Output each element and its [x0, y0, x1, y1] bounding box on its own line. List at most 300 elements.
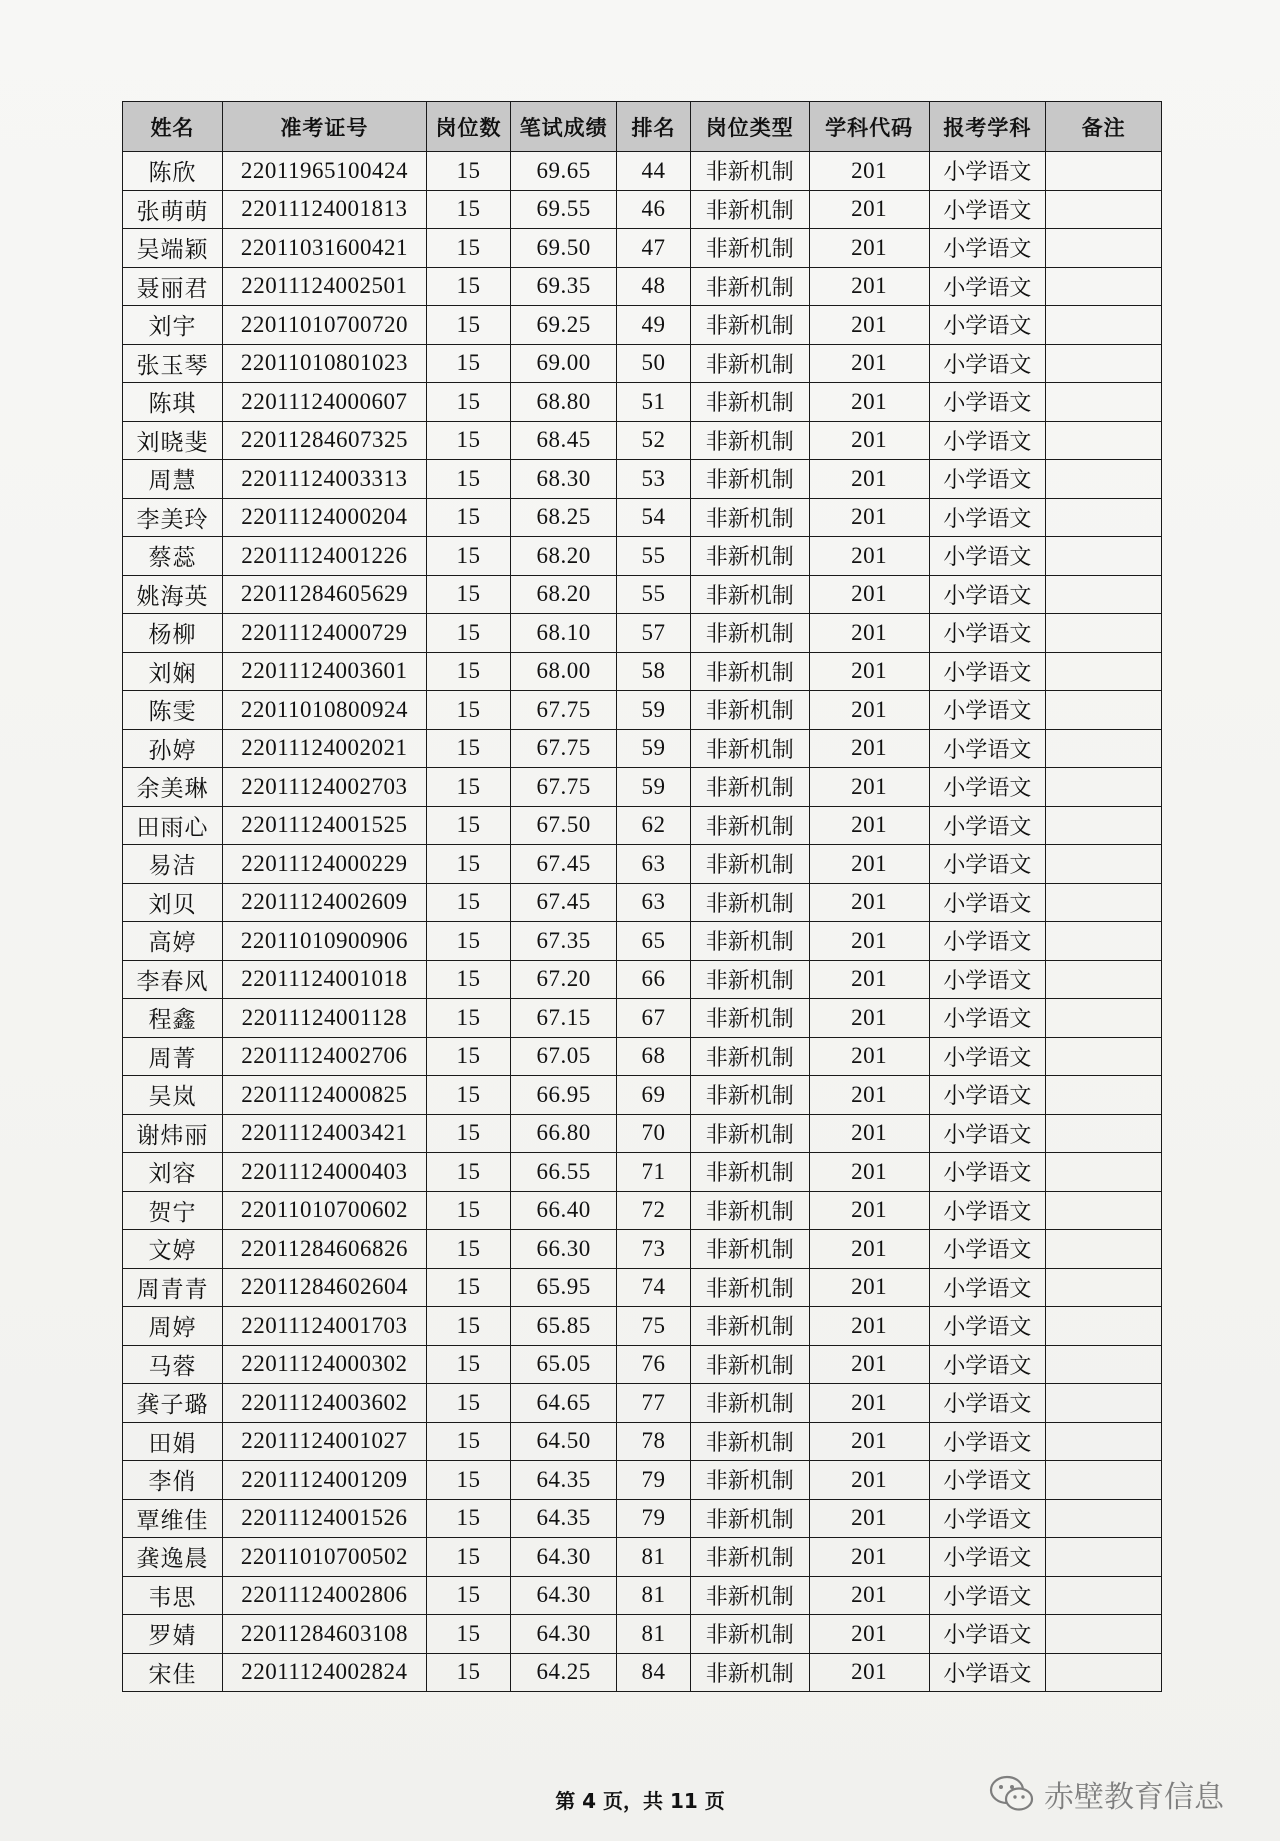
cell-score: 68.10	[511, 614, 617, 653]
cell-name: 孙婷	[123, 729, 223, 768]
cell-remarks	[1046, 960, 1162, 999]
cell-position-type: 非新机制	[690, 190, 809, 229]
cell-positions: 15	[426, 806, 510, 845]
table-row	[123, 1076, 1162, 1115]
header-positions: 岗位数	[426, 102, 510, 152]
cell-score: 68.45	[511, 421, 617, 460]
table-row	[123, 614, 1162, 653]
table-row	[123, 1268, 1162, 1307]
header-name: 姓名	[123, 102, 223, 152]
cell-remarks	[1046, 152, 1162, 191]
cell-subject-code: 201	[809, 652, 929, 691]
cell-subject-code: 201	[809, 383, 929, 422]
cell-score: 64.30	[511, 1538, 617, 1577]
cell-name: 周菁	[123, 1037, 223, 1076]
cell-rank: 62	[617, 806, 691, 845]
cell-score: 66.95	[511, 1076, 617, 1115]
cell-subject-code: 201	[809, 960, 929, 999]
cell-position-type: 非新机制	[690, 1230, 809, 1269]
cell-position-type: 非新机制	[690, 768, 809, 807]
cell-exam-id: 22011010900906	[222, 922, 426, 961]
cell-rank: 79	[617, 1499, 691, 1538]
cell-score: 66.55	[511, 1153, 617, 1192]
cell-rank: 59	[617, 768, 691, 807]
cell-exam-id: 22011124000302	[222, 1345, 426, 1384]
cell-remarks	[1046, 1615, 1162, 1654]
table-row	[123, 1307, 1162, 1346]
cell-subject-code: 201	[809, 152, 929, 191]
cell-subject: 小学语文	[929, 1114, 1046, 1153]
cell-name: 刘贝	[123, 883, 223, 922]
table-row	[123, 883, 1162, 922]
table-row	[123, 729, 1162, 768]
cell-name: 李俏	[123, 1461, 223, 1500]
cell-remarks	[1046, 1153, 1162, 1192]
cell-score: 64.65	[511, 1384, 617, 1423]
cell-name: 龚子璐	[123, 1384, 223, 1423]
cell-exam-id: 22011124001703	[222, 1307, 426, 1346]
cell-score: 68.80	[511, 383, 617, 422]
cell-positions: 15	[426, 421, 510, 460]
cell-subject: 小学语文	[929, 768, 1046, 807]
cell-rank: 72	[617, 1191, 691, 1230]
cell-positions: 15	[426, 1191, 510, 1230]
cell-remarks	[1046, 883, 1162, 922]
table-row	[123, 768, 1162, 807]
table-row	[123, 267, 1162, 306]
cell-exam-id: 22011124001128	[222, 999, 426, 1038]
cell-name: 吴端颖	[123, 229, 223, 268]
cell-remarks	[1046, 267, 1162, 306]
cell-rank: 54	[617, 498, 691, 537]
cell-rank: 73	[617, 1230, 691, 1269]
cell-subject-code: 201	[809, 1307, 929, 1346]
cell-name: 刘容	[123, 1153, 223, 1192]
cell-rank: 81	[617, 1538, 691, 1577]
cell-subject-code: 201	[809, 1615, 929, 1654]
table-row	[123, 999, 1162, 1038]
table-row	[123, 1384, 1162, 1423]
cell-remarks	[1046, 344, 1162, 383]
cell-positions: 15	[426, 383, 510, 422]
cell-subject-code: 201	[809, 1191, 929, 1230]
cell-exam-id: 22011284607325	[222, 421, 426, 460]
cell-remarks	[1046, 1307, 1162, 1346]
cell-name: 刘娴	[123, 652, 223, 691]
score-table	[122, 101, 1162, 1692]
cell-subject: 小学语文	[929, 306, 1046, 345]
cell-name: 覃维佳	[123, 1499, 223, 1538]
cell-position-type: 非新机制	[690, 1268, 809, 1307]
cell-positions: 15	[426, 1307, 510, 1346]
cell-subject-code: 201	[809, 691, 929, 730]
cell-exam-id: 22011010700720	[222, 306, 426, 345]
cell-rank: 52	[617, 421, 691, 460]
cell-rank: 77	[617, 1384, 691, 1423]
cell-rank: 51	[617, 383, 691, 422]
cell-positions: 15	[426, 1230, 510, 1269]
cell-position-type: 非新机制	[690, 729, 809, 768]
table-row	[123, 1653, 1162, 1692]
cell-position-type: 非新机制	[690, 152, 809, 191]
cell-name: 蔡蕊	[123, 537, 223, 576]
cell-position-type: 非新机制	[690, 229, 809, 268]
cell-name: 田雨心	[123, 806, 223, 845]
cell-positions: 15	[426, 1384, 510, 1423]
cell-subject: 小学语文	[929, 1037, 1046, 1076]
cell-positions: 15	[426, 152, 510, 191]
cell-exam-id: 22011124001027	[222, 1422, 426, 1461]
cell-subject: 小学语文	[929, 1153, 1046, 1192]
cell-subject: 小学语文	[929, 1499, 1046, 1538]
cell-positions: 15	[426, 960, 510, 999]
cell-exam-id: 22011010700602	[222, 1191, 426, 1230]
table-row	[123, 1538, 1162, 1577]
cell-subject-code: 201	[809, 614, 929, 653]
cell-remarks	[1046, 1461, 1162, 1500]
cell-subject: 小学语文	[929, 1345, 1046, 1384]
cell-remarks	[1046, 614, 1162, 653]
cell-exam-id: 22011124002703	[222, 768, 426, 807]
cell-positions: 15	[426, 729, 510, 768]
cell-score: 67.05	[511, 1037, 617, 1076]
cell-remarks	[1046, 1345, 1162, 1384]
cell-position-type: 非新机制	[690, 460, 809, 499]
cell-positions: 15	[426, 1114, 510, 1153]
cell-name: 李美玲	[123, 498, 223, 537]
cell-position-type: 非新机制	[690, 306, 809, 345]
cell-position-type: 非新机制	[690, 1538, 809, 1577]
cell-score: 68.20	[511, 537, 617, 576]
cell-subject-code: 201	[809, 1345, 929, 1384]
cell-subject-code: 201	[809, 1422, 929, 1461]
table-row	[123, 537, 1162, 576]
cell-rank: 55	[617, 537, 691, 576]
cell-position-type: 非新机制	[690, 691, 809, 730]
cell-remarks	[1046, 306, 1162, 345]
cell-rank: 84	[617, 1653, 691, 1692]
table-row	[123, 691, 1162, 730]
header-score: 笔试成绩	[511, 102, 617, 152]
cell-position-type: 非新机制	[690, 1576, 809, 1615]
cell-positions: 15	[426, 1268, 510, 1307]
cell-subject-code: 201	[809, 575, 929, 614]
table-row	[123, 1191, 1162, 1230]
cell-position-type: 非新机制	[690, 1307, 809, 1346]
cell-subject: 小学语文	[929, 691, 1046, 730]
cell-positions: 15	[426, 1422, 510, 1461]
cell-rank: 57	[617, 614, 691, 653]
cell-subject: 小学语文	[929, 229, 1046, 268]
cell-exam-id: 22011124002021	[222, 729, 426, 768]
table-row	[123, 1037, 1162, 1076]
cell-exam-id: 22011124002609	[222, 883, 426, 922]
cell-name: 马蓉	[123, 1345, 223, 1384]
cell-remarks	[1046, 1499, 1162, 1538]
cell-position-type: 非新机制	[690, 960, 809, 999]
cell-exam-id: 22011284602604	[222, 1268, 426, 1307]
table-row	[123, 652, 1162, 691]
cell-subject: 小学语文	[929, 1076, 1046, 1115]
cell-rank: 55	[617, 575, 691, 614]
cell-rank: 81	[617, 1576, 691, 1615]
cell-positions: 15	[426, 614, 510, 653]
cell-score: 68.00	[511, 652, 617, 691]
cell-remarks	[1046, 229, 1162, 268]
cell-subject: 小学语文	[929, 537, 1046, 576]
cell-exam-id: 22011284603108	[222, 1615, 426, 1654]
table-row	[123, 1615, 1162, 1654]
cell-positions: 15	[426, 1076, 510, 1115]
cell-positions: 15	[426, 999, 510, 1038]
header-subject: 报考学科	[929, 102, 1046, 152]
cell-subject: 小学语文	[929, 999, 1046, 1038]
cell-subject-code: 201	[809, 845, 929, 884]
cell-exam-id: 22011124000607	[222, 383, 426, 422]
cell-name: 龚逸晨	[123, 1538, 223, 1577]
cell-positions: 15	[426, 768, 510, 807]
cell-score: 69.00	[511, 344, 617, 383]
cell-exam-id: 22011124001018	[222, 960, 426, 999]
cell-name: 罗婧	[123, 1615, 223, 1654]
cell-rank: 48	[617, 267, 691, 306]
cell-subject: 小学语文	[929, 806, 1046, 845]
cell-name: 高婷	[123, 922, 223, 961]
cell-subject: 小学语文	[929, 1615, 1046, 1654]
cell-remarks	[1046, 729, 1162, 768]
cell-position-type: 非新机制	[690, 537, 809, 576]
header-rank: 排名	[617, 102, 691, 152]
cell-name: 杨柳	[123, 614, 223, 653]
cell-subject: 小学语文	[929, 383, 1046, 422]
cell-exam-id: 22011124001526	[222, 1499, 426, 1538]
cell-remarks	[1046, 652, 1162, 691]
cell-exam-id: 22011124000825	[222, 1076, 426, 1115]
table-row	[123, 229, 1162, 268]
cell-positions: 15	[426, 344, 510, 383]
cell-name: 田娟	[123, 1422, 223, 1461]
cell-position-type: 非新机制	[690, 1422, 809, 1461]
cell-score: 69.65	[511, 152, 617, 191]
table-body	[123, 152, 1162, 1692]
wechat-icon	[988, 1774, 1036, 1814]
cell-rank: 59	[617, 691, 691, 730]
table-row	[123, 383, 1162, 422]
cell-position-type: 非新机制	[690, 575, 809, 614]
table-row	[123, 1499, 1162, 1538]
table-row	[123, 1422, 1162, 1461]
cell-subject: 小学语文	[929, 1191, 1046, 1230]
cell-name: 刘晓斐	[123, 421, 223, 460]
cell-exam-id: 22011124003602	[222, 1384, 426, 1423]
cell-name: 谢炜丽	[123, 1114, 223, 1153]
cell-position-type: 非新机制	[690, 1615, 809, 1654]
cell-rank: 79	[617, 1461, 691, 1500]
cell-position-type: 非新机制	[690, 344, 809, 383]
cell-remarks	[1046, 1114, 1162, 1153]
table-row	[123, 1230, 1162, 1269]
cell-score: 64.35	[511, 1461, 617, 1500]
cell-score: 67.35	[511, 922, 617, 961]
cell-subject: 小学语文	[929, 1576, 1046, 1615]
cell-rank: 70	[617, 1114, 691, 1153]
cell-score: 64.30	[511, 1615, 617, 1654]
cell-subject-code: 201	[809, 344, 929, 383]
table-row	[123, 152, 1162, 191]
cell-exam-id: 22011124003421	[222, 1114, 426, 1153]
cell-position-type: 非新机制	[690, 806, 809, 845]
cell-score: 65.95	[511, 1268, 617, 1307]
cell-name: 陈欣	[123, 152, 223, 191]
cell-name: 周慧	[123, 460, 223, 499]
table-header-row	[123, 102, 1162, 152]
cell-name: 聂丽君	[123, 267, 223, 306]
table-row	[123, 1153, 1162, 1192]
cell-score: 67.15	[511, 999, 617, 1038]
cell-score: 66.80	[511, 1114, 617, 1153]
cell-positions: 15	[426, 1576, 510, 1615]
cell-subject: 小学语文	[929, 1422, 1046, 1461]
cell-subject: 小学语文	[929, 922, 1046, 961]
cell-positions: 15	[426, 883, 510, 922]
cell-rank: 68	[617, 1037, 691, 1076]
cell-subject-code: 201	[809, 999, 929, 1038]
cell-position-type: 非新机制	[690, 267, 809, 306]
cell-name: 陈琪	[123, 383, 223, 422]
cell-name: 贺宁	[123, 1191, 223, 1230]
cell-exam-id: 22011010801023	[222, 344, 426, 383]
cell-subject-code: 201	[809, 922, 929, 961]
cell-remarks	[1046, 383, 1162, 422]
cell-remarks	[1046, 999, 1162, 1038]
cell-name: 张萌萌	[123, 190, 223, 229]
cell-subject: 小学语文	[929, 845, 1046, 884]
cell-exam-id: 22011010800924	[222, 691, 426, 730]
cell-score: 67.75	[511, 768, 617, 807]
cell-remarks	[1046, 460, 1162, 499]
cell-name: 李春风	[123, 960, 223, 999]
cell-subject-code: 201	[809, 1499, 929, 1538]
cell-subject-code: 201	[809, 190, 929, 229]
cell-position-type: 非新机制	[690, 845, 809, 884]
cell-remarks	[1046, 1538, 1162, 1577]
cell-subject: 小学语文	[929, 614, 1046, 653]
cell-positions: 15	[426, 190, 510, 229]
cell-score: 68.25	[511, 498, 617, 537]
cell-remarks	[1046, 1076, 1162, 1115]
table-row	[123, 960, 1162, 999]
cell-score: 67.45	[511, 883, 617, 922]
table-row	[123, 922, 1162, 961]
cell-name: 张玉琴	[123, 344, 223, 383]
cell-remarks	[1046, 1653, 1162, 1692]
cell-exam-id: 22011965100424	[222, 152, 426, 191]
cell-score: 67.45	[511, 845, 617, 884]
cell-remarks	[1046, 806, 1162, 845]
cell-remarks	[1046, 845, 1162, 884]
cell-positions: 15	[426, 1037, 510, 1076]
cell-subject-code: 201	[809, 806, 929, 845]
cell-subject-code: 201	[809, 1153, 929, 1192]
cell-rank: 50	[617, 344, 691, 383]
cell-remarks	[1046, 1037, 1162, 1076]
cell-position-type: 非新机制	[690, 1191, 809, 1230]
cell-rank: 63	[617, 845, 691, 884]
cell-subject: 小学语文	[929, 267, 1046, 306]
cell-subject: 小学语文	[929, 498, 1046, 537]
cell-subject: 小学语文	[929, 460, 1046, 499]
cell-positions: 15	[426, 498, 510, 537]
header-subject-code: 学科代码	[809, 102, 929, 152]
table-row	[123, 575, 1162, 614]
cell-rank: 63	[617, 883, 691, 922]
cell-exam-id: 22011124000229	[222, 845, 426, 884]
cell-remarks	[1046, 421, 1162, 460]
header-exam-id: 准考证号	[222, 102, 426, 152]
cell-positions: 15	[426, 537, 510, 576]
cell-name: 姚海英	[123, 575, 223, 614]
cell-name: 刘宇	[123, 306, 223, 345]
cell-remarks	[1046, 1268, 1162, 1307]
cell-rank: 76	[617, 1345, 691, 1384]
cell-subject-code: 201	[809, 1538, 929, 1577]
cell-rank: 65	[617, 922, 691, 961]
cell-rank: 78	[617, 1422, 691, 1461]
cell-name: 余美琳	[123, 768, 223, 807]
table-row	[123, 1461, 1162, 1500]
cell-subject: 小学语文	[929, 421, 1046, 460]
cell-position-type: 非新机制	[690, 922, 809, 961]
cell-exam-id: 22011124000729	[222, 614, 426, 653]
cell-positions: 15	[426, 306, 510, 345]
page-number: 第 4 页，共 11 页	[555, 1789, 725, 1813]
cell-position-type: 非新机制	[690, 1114, 809, 1153]
cell-remarks	[1046, 498, 1162, 537]
cell-score: 68.20	[511, 575, 617, 614]
cell-positions: 15	[426, 1153, 510, 1192]
cell-rank: 49	[617, 306, 691, 345]
table-row	[123, 845, 1162, 884]
cell-remarks	[1046, 1384, 1162, 1423]
table-row	[123, 190, 1162, 229]
cell-subject: 小学语文	[929, 1268, 1046, 1307]
cell-name: 韦思	[123, 1576, 223, 1615]
cell-subject-code: 201	[809, 537, 929, 576]
cell-rank: 74	[617, 1268, 691, 1307]
cell-position-type: 非新机制	[690, 1153, 809, 1192]
table-row	[123, 344, 1162, 383]
cell-remarks	[1046, 1191, 1162, 1230]
cell-subject-code: 201	[809, 1653, 929, 1692]
cell-position-type: 非新机制	[690, 652, 809, 691]
cell-score: 67.50	[511, 806, 617, 845]
cell-name: 文婷	[123, 1230, 223, 1269]
table-row	[123, 306, 1162, 345]
cell-score: 67.75	[511, 691, 617, 730]
cell-remarks	[1046, 1422, 1162, 1461]
cell-subject: 小学语文	[929, 1307, 1046, 1346]
cell-remarks	[1046, 1576, 1162, 1615]
cell-rank: 69	[617, 1076, 691, 1115]
header-remarks: 备注	[1046, 102, 1162, 152]
cell-subject-code: 201	[809, 421, 929, 460]
cell-exam-id: 22011124002806	[222, 1576, 426, 1615]
cell-score: 68.30	[511, 460, 617, 499]
cell-exam-id: 22011124002501	[222, 267, 426, 306]
cell-positions: 15	[426, 652, 510, 691]
table-row	[123, 498, 1162, 537]
cell-score: 65.05	[511, 1345, 617, 1384]
